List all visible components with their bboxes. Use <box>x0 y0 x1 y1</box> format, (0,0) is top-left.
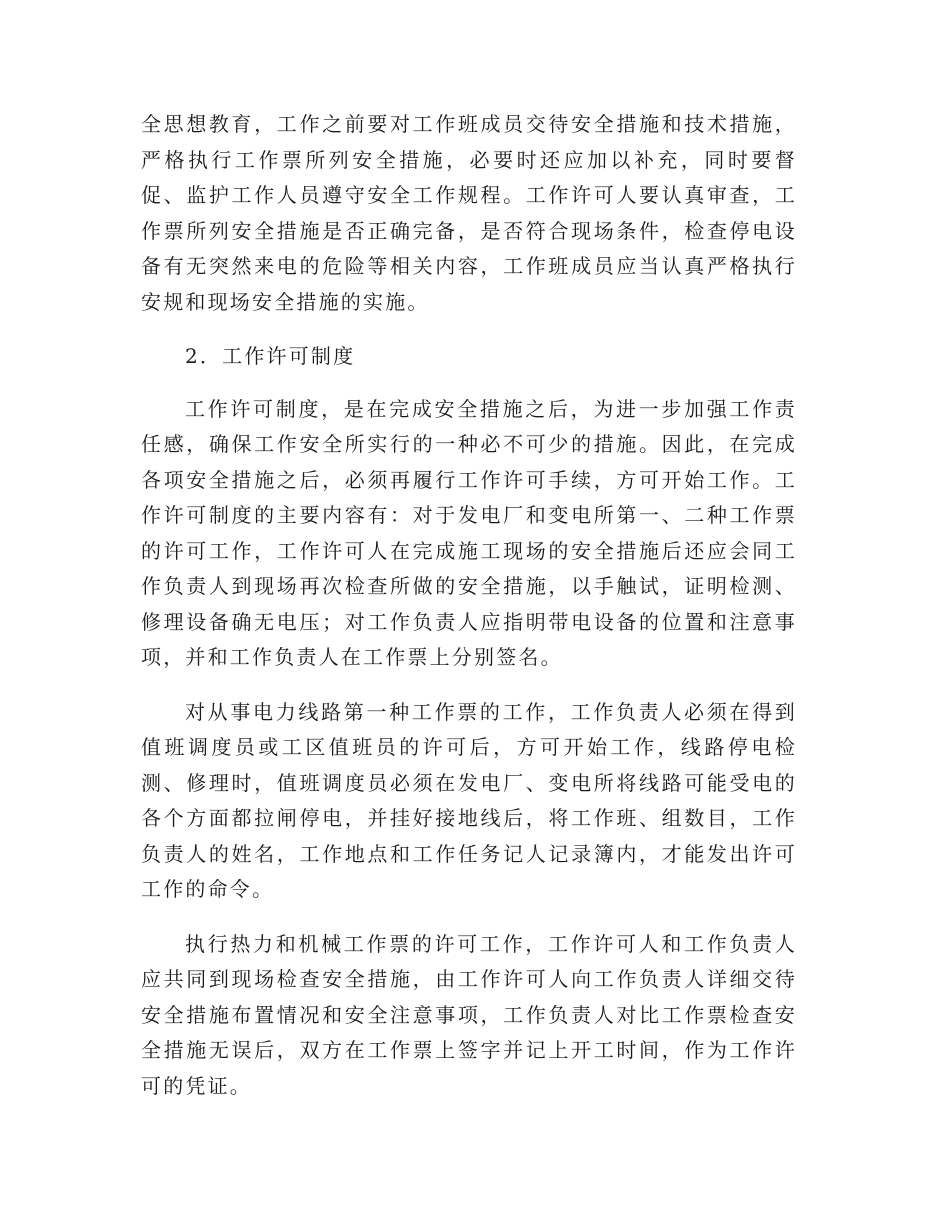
paragraph-line-work: 对从事电力线路第一种工作票的工作，工作负责人必须在得到值班调度员或工区值班员的许可后，方可开始工作，线路停电检测、修理时，值班调度员必须在发电厂、变电所将线路可能受电的各个方面都拉闸停电，并挂好接地线后，将工作班、组数目，工作负责人的姓名，工作地点和工作任务记人记录簿内，才能发出许可工作的命令。 <box>141 699 797 901</box>
paragraph-thermal-mechanical: 执行热力和机械工作票的许可工作，工作许可人和工作负责人应共同到现场检查安全措施，由工作许可人向工作负责人详细交待安全措施布置情况和安全注意事项，工作负责人对比工作票检查安全措施无误后，双方在工作票上签字并记上开工时间，作为工作许可的凭证。 <box>141 931 797 1098</box>
paragraph-continuation: 全思想教育，工作之前要对工作班成员交待安全措施和技术措施，严格执行工作票所列安全措施，必要时还应加以补充，同时要督促、监护工作人员遵守安全工作规程。工作许可人要认真审查，工作票所列安全措施是否正确完备，是否符合现场条件，检查停电设备有无突然来电的危险等相关内容，工作班成员应当认真严格执行安规和现场安全措施的实施。 <box>141 112 797 314</box>
section-heading: 2．工作许可制度 <box>185 344 356 368</box>
paragraph-permit-intro: 工作许可制度，是在完成安全措施之后，为进一步加强工作责任感，确保工作安全所实行的一种必不可少的措施。因此，在完成各项安全措施之后，必须再履行工作许可手续，方可开始工作。工作许可制度的主要内容有：对于发电厂和变电所第一、二种工作票的许可工作，工作许可人在完成施工现场的安全措施后还应会同工作负责人到现场再次检查所做的安全措施，以手触试，证明检测、修理设备确无电压；对工作负责人应指明带电设备的位置和注意事项，并和工作负责人在工作票上分别签名。 <box>141 396 797 669</box>
document-body <box>141 107 797 1123</box>
